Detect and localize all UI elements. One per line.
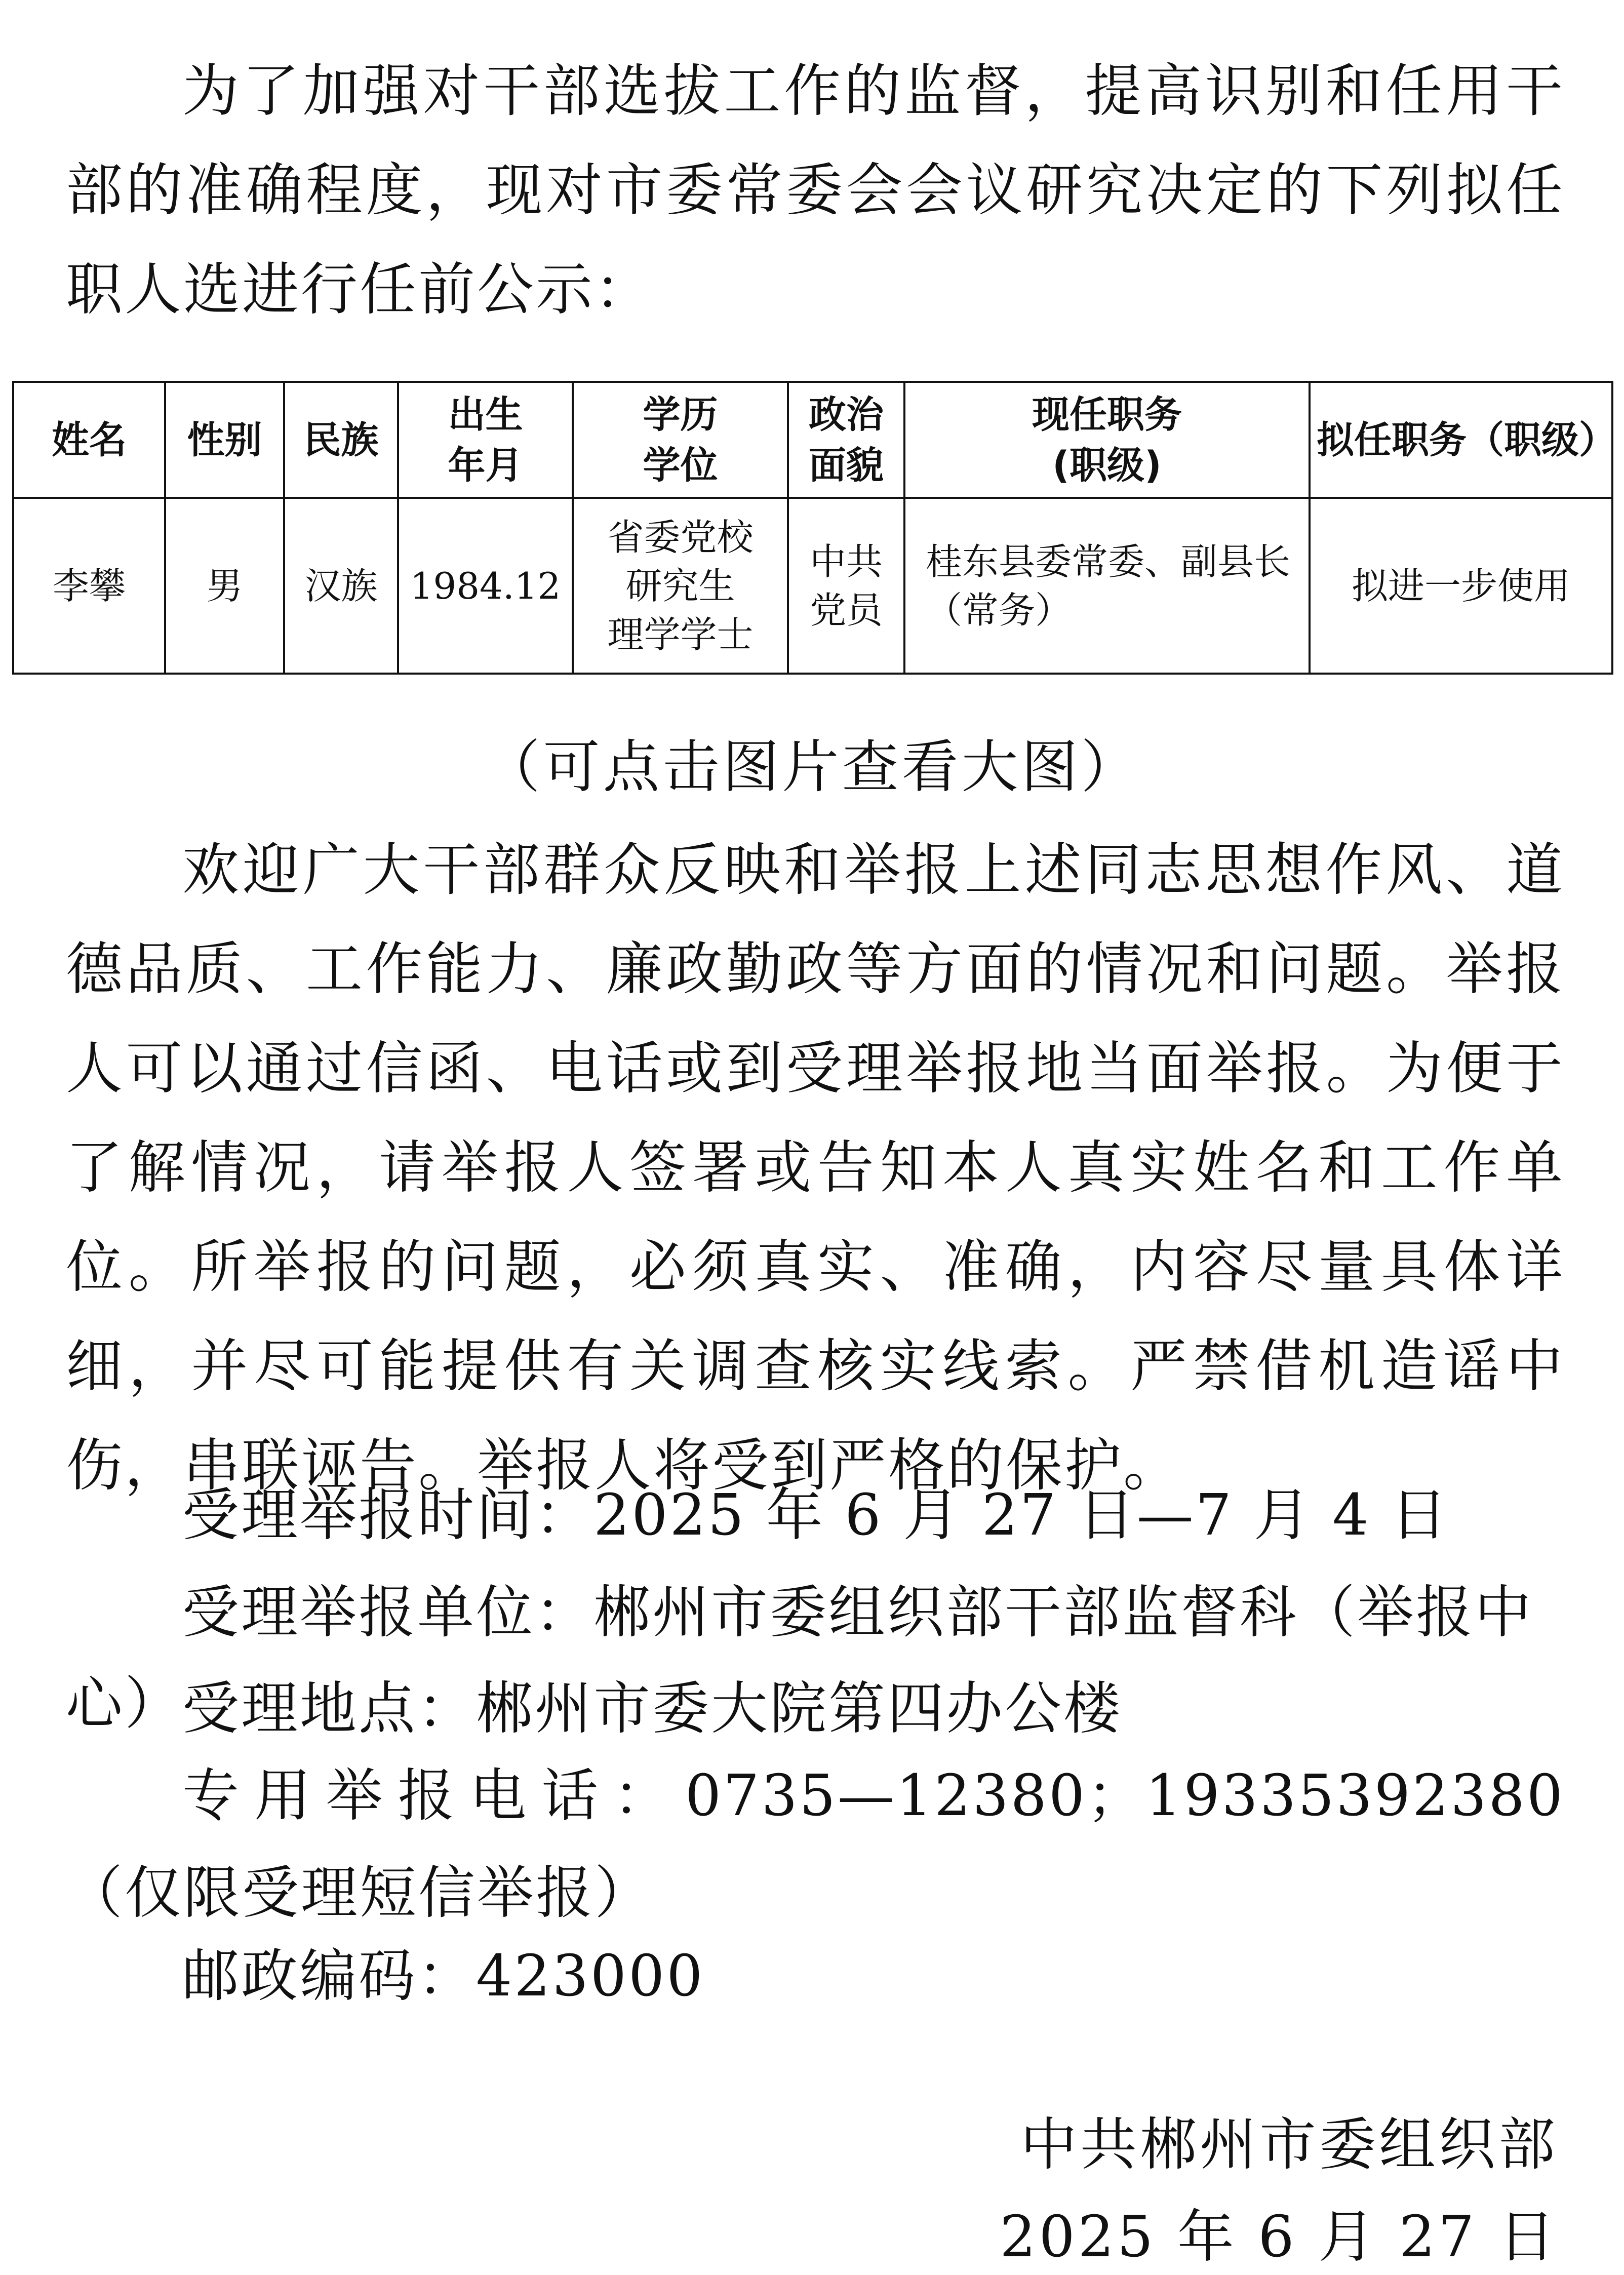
- header-party-line1: 政治: [809, 393, 884, 437]
- table-header-row: [13, 382, 1612, 498]
- header-current-position: [904, 382, 1310, 498]
- header-education: [573, 382, 788, 498]
- header-birth-line2: 年月: [448, 443, 523, 487]
- header-edu-line1: 学历: [643, 393, 718, 437]
- header-current-line1: 现任职务: [1032, 393, 1182, 437]
- header-birth-line1: 出生: [448, 393, 523, 437]
- intro-paragraph: 为了加强对干部选拔工作的监督，提高识别和任用干部的准确程度，现对市委常委会会议研究决定的下列拟任职人选进行任前公示：: [66, 58, 1565, 323]
- header-edu-line2: 学位: [643, 443, 718, 487]
- header-ethnicity: 民族: [284, 382, 398, 498]
- postal-code: [66, 1931, 1565, 2022]
- header-birth: [398, 382, 573, 498]
- cell-ethnicity: 汉族: [284, 498, 398, 674]
- report-unit-text: 受理举报单位：郴州市委组织部干部监督科（举报中心）: [66, 1580, 1533, 1737]
- cell-party: [788, 498, 904, 674]
- report-time: [66, 1470, 1565, 1561]
- cell-current-position: [904, 498, 1310, 674]
- header-gender: 性别: [165, 382, 284, 498]
- report-phone: 专用举报电话：0735—12380；19335392380（仅限受理短信举报）: [66, 1763, 1565, 1926]
- cell-edu-line2: 研究生: [625, 564, 735, 607]
- cell-proposed-position: 拟进一步使用: [1310, 498, 1612, 674]
- header-proposed-position: 拟任职务（职级）: [1310, 382, 1612, 498]
- cell-party-line2: 党员: [809, 589, 883, 632]
- header-name: 姓名: [13, 382, 165, 498]
- table-row: [13, 498, 1612, 674]
- report-place-text: 受理地点：郴州市委大院第四办公楼: [182, 1676, 1122, 1742]
- header-party: [788, 382, 904, 498]
- cell-gender: 男: [165, 498, 284, 674]
- body-paragraph: 欢迎广大干部群众反映和举报上述同志思想作风、道德品质、工作能力、廉政勤政等方面的情况和问题。举报人可以通过信函、电话或到受理举报地当面举报。为便于了解情况，请举报人签署或告知本人真实姓名和工作单位。所举报的问题，必须真实、准确，内容尽量具体详细，并尽可能提供有关调查核实线索。严禁借机造谣中伤，串联诬告。举报人将受到严格的保护。: [66, 837, 1565, 1499]
- cell-name: 李攀: [13, 498, 165, 674]
- header-current-line2: (职级): [1052, 443, 1162, 487]
- cell-current-line2: （常务）: [926, 589, 1072, 632]
- cell-edu-line3: 理学学士: [607, 613, 754, 656]
- header-party-line2: 面貌: [809, 443, 884, 487]
- cell-education: [573, 498, 788, 674]
- cell-party-line1: 中共: [809, 540, 883, 583]
- report-time-text: 受理举报时间：2025 年 6 月 27 日—7 月 4 日: [182, 1482, 1450, 1548]
- cell-birth: 1984.12: [398, 498, 573, 674]
- cell-edu-line1: 省委党校: [607, 516, 754, 559]
- signature-date: 2025 年 6 月 27 日: [1000, 2204, 1558, 2270]
- report-place: [66, 1663, 1565, 1754]
- postal-code-text: 邮政编码：423000: [182, 1943, 705, 2009]
- cell-current-line1: 桂东县委常委、副县长: [926, 540, 1291, 583]
- candidate-table: [12, 381, 1616, 675]
- signature-organization: 中共郴州市委组织部: [1020, 2112, 1558, 2178]
- image-caption-link[interactable]: （可点击图片查看大图）: [483, 734, 1141, 800]
